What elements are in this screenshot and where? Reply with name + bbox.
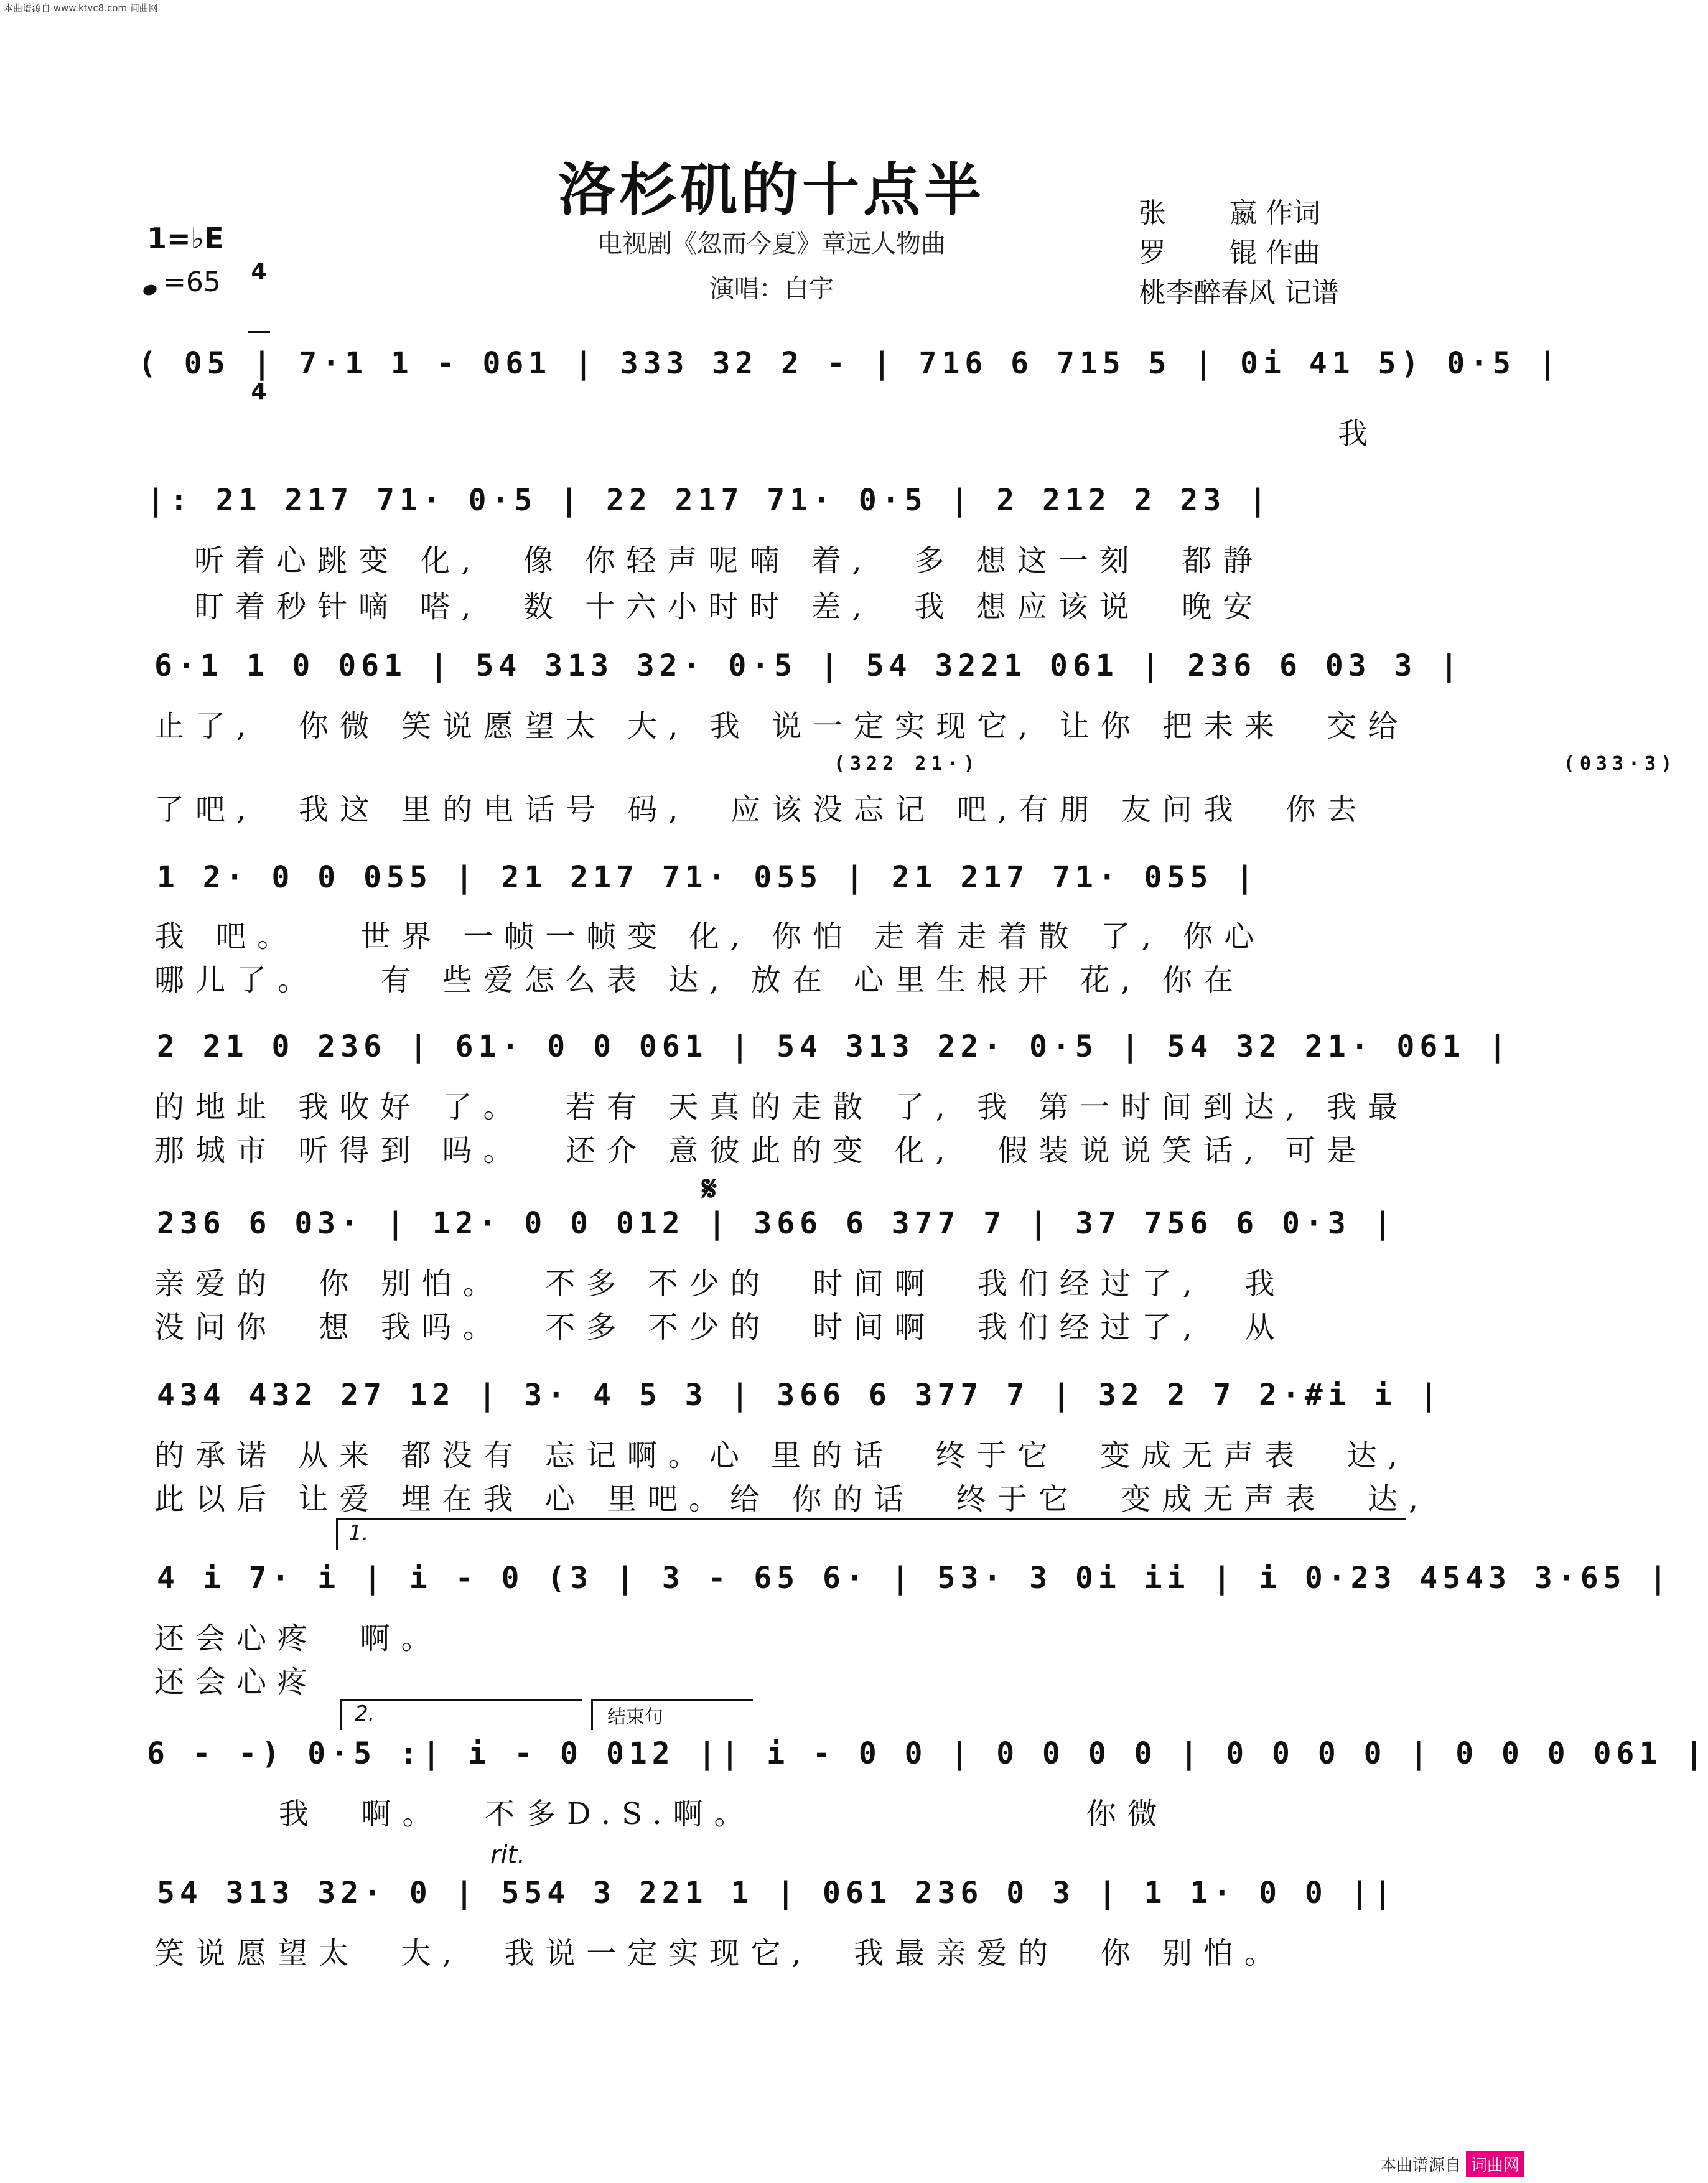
- lyric-row-7-verse-1: 的承诺 从来 都没有 忘记啊。心 里的话 终于它 变成无声表 达,: [154, 1438, 1409, 1473]
- lyric-row-6-verse-1: 亲爱的 你 别怕。 不多 不少的 时间啊 我们经过了, 我: [154, 1266, 1286, 1301]
- lyric-row-8-verse-1: 还会心疼 啊。: [154, 1621, 442, 1656]
- first-ending-bracket-start: [336, 1518, 338, 1550]
- lyric-row-7-verse-2: 此以后 让爱 埋在我 心 里吧。给 你的话 终于它 变成无声表 达,: [154, 1482, 1430, 1517]
- time-signature-bottom: 4: [251, 379, 267, 404]
- time-signature-top: 4: [251, 259, 267, 284]
- quarter-note-icon: [142, 283, 158, 297]
- notation-row-1: |: 21 217 71· 0·5 | 22 217 71· 0·5 | 2 212 2 23 |: [147, 483, 1272, 518]
- notation-row-9: 6 - -) 0·5 :| i - 0 012 || i - 0 0 | 0 0 0 0 | 0 0 0 0 | 0 0 0 061 |: [147, 1736, 1708, 1771]
- notation-row-10: 54 313 32· 0 | 554 3 221 1 | 061 236 0 3 | 1 1· 0 0 ||: [157, 1876, 1397, 1910]
- lyric-row-3: 了吧, 我这 里的电话号 码, 应该没忘记 吧,有朋 友问我 你去: [154, 792, 1368, 827]
- coda-bracket: [591, 1699, 753, 1701]
- lyric-row-1-verse-1: 听着心跳变 化, 像 你轻声呢喃 着, 多 想这一刻 都静: [194, 543, 1264, 578]
- coda-bracket-start: [591, 1699, 593, 1730]
- notation-row-8: 4 i 7· i | i - 0 (3 | 3 - 65 6· | 53· 3 0i ii | i 0·23 4543 3·65 |: [157, 1561, 1673, 1596]
- song-subtitle: 电视剧《忽而今夏》章远人物曲: [597, 230, 946, 258]
- first-ending-bracket: [336, 1518, 1406, 1520]
- transcriber-credit: 桃李醉春风 记谱: [1139, 277, 1339, 309]
- lyric-row-1-verse-2: 盯着秒针嘀 嗒, 数 十六小时时 差, 我 想应该说 晚安: [194, 589, 1264, 624]
- lyric-row-4-verse-2: 哪儿了。 有 些爱怎么表 达, 放在 心里生根开 花, 你在: [154, 963, 1244, 998]
- time-signature-line: [248, 331, 270, 333]
- lyric-row-4-verse-1: 我 吧。 世界 一帧一帧变 化, 你怕 走着走着散 了, 你心: [154, 919, 1266, 954]
- lyricist-credit: 张 嬴 作词: [1139, 197, 1320, 229]
- notation-row-2: 6·1 1 0 061 | 54 313 32· 0·5 | 54 3221 061 | 236 6 03 3 |: [154, 648, 1463, 683]
- lyric-row-0: 我: [1338, 416, 1379, 451]
- second-ending-label: 2.: [355, 1701, 375, 1726]
- lyric-row-2: 止了, 你微 笑说愿望太 大, 我 说一定实现它, 让你 把未来 交给: [154, 709, 1409, 744]
- second-ending-bracket-start: [340, 1699, 342, 1730]
- first-ending-label: 1.: [348, 1521, 369, 1546]
- second-ending-bracket: [340, 1699, 582, 1701]
- singer-credit: 演唱：白宇: [709, 274, 834, 303]
- notation-row-0: ( 05 | 7·1 1 - 061 | 333 32 2 - | 716 6 715 5 | 0i 41 5) 0·5 |: [138, 346, 1562, 381]
- source-watermark-bottom: [1380, 2151, 1524, 2177]
- lyric-row-5-verse-1: 的地址 我收好 了。 若有 天真的走散 了, 我 第一时间到达, 我最: [154, 1090, 1409, 1124]
- lyric-row-5-verse-2: 那城市 听得到 吗。 还介 意彼此的变 化, 假装说说笑话, 可是: [154, 1133, 1368, 1168]
- composer-credit: 罗 锟 作曲: [1139, 237, 1320, 269]
- notation-row-6: 236 6 03· | 12· 0 0 012 | 366 6 377 7 | 37 756 6 0·3 |: [157, 1206, 1397, 1241]
- notation-row-4: 1 2· 0 0 055 | 21 217 71· 055 | 21 217 71· 055 |: [157, 860, 1259, 895]
- ritardando-marking: rit.: [490, 1841, 525, 1869]
- watermark-bottom-text: 本曲谱源自: [1379, 2156, 1461, 2175]
- tempo-marking: [143, 266, 221, 298]
- lyric-row-6-verse-2: 没问你 想 我吗。 不多 不少的 时间啊 我们经过了, 从: [154, 1310, 1286, 1345]
- segno-sign: 𝄋: [702, 1169, 717, 1209]
- key-signature: 1=♭E: [147, 222, 224, 255]
- source-watermark: 本曲谱源自 www.ktvc8.com 词曲网: [4, 2, 158, 14]
- lyric-row-9: 我 啊。 不多D.S.啊。 你微: [279, 1797, 1169, 1831]
- tempo-value: =65: [163, 266, 221, 298]
- notation-row-7: 434 432 27 12 | 3· 4 5 3 | 366 6 377 7 | 32 2 7 2·#i i |: [157, 1378, 1443, 1413]
- song-title: 洛杉矶的十点半: [558, 156, 985, 223]
- alt-notation-row-3: (322 21·) (033·3): [834, 753, 1678, 775]
- lyric-row-8-verse-2: 还会心疼: [154, 1665, 319, 1699]
- coda-label: 结束句: [607, 1706, 663, 1728]
- time-signature: [248, 213, 270, 428]
- lyric-row-10: 笑说愿望太 大, 我说一定实现它, 我最亲爱的 你 别怕。: [154, 1936, 1286, 1971]
- site-logo: 词曲网: [1466, 2151, 1524, 2177]
- notation-row-5: 2 21 0 236 | 61· 0 0 061 | 54 313 22· 0·5 | 54 32 21· 061 |: [157, 1029, 1512, 1064]
